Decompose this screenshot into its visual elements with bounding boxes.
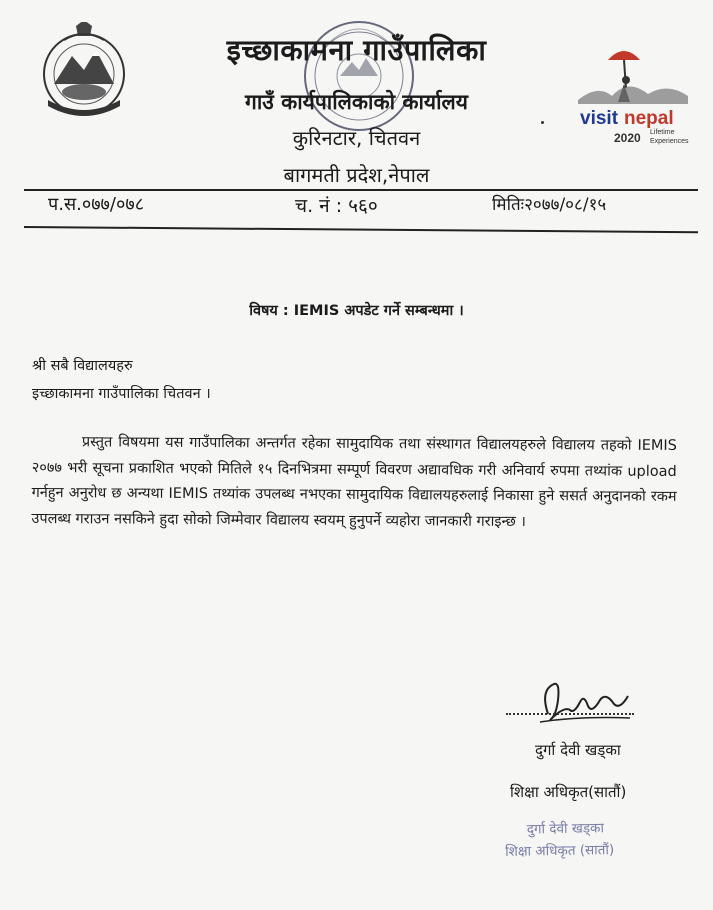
- svg-text:Experiences: Experiences: [650, 138, 689, 145]
- svg-text:nepal: nepal: [624, 108, 674, 129]
- address-line: कुरिनटार, चितवन: [292, 126, 421, 150]
- letter-date: मितिः२०७७/०८/१५: [492, 195, 607, 215]
- salutation: श्री सबै विद्यालयहरु: [32, 358, 133, 374]
- signature-line: [506, 713, 634, 715]
- header-divider-bottom: [24, 226, 698, 233]
- recipient: इच्छाकामना गाउँपालिका चितवन ।: [32, 386, 211, 402]
- dispatch-number: च. नं : ५६०: [295, 195, 378, 217]
- letter-body: प्रस्तुत विषयमा यस गाउँपालिका अन्तर्गत रहेका सामुदायिक तथा संस्थागत विद्यालयहरुले विद्यालय तहको IEMIS २०७७ भरी सूचना प्रकाशित भएको मितिले १५ दिनभित्रमा सम्पूर्ण विवरण अद्यावधिक गरी अनिवार्य रुपमा तथ्यांक upload गर्नहुन अनुरोध छ अन्यथा IEMIS तथ्यांक उपलब्ध नभएका सामुदायिक विद्यालयहरुलाई निकासा हुने ससर्त अनुदानको रकम उपलब्ध गराउन नसकिने हुदा सोको जिम्मेवार विद्यालय स्वयम् हुनुपर्ने व्यहोरा जानकारी गराइन्छ ।: [31, 434, 677, 530]
- handwritten-signature: [530, 670, 640, 730]
- svg-text:Lifetime: Lifetime: [650, 129, 675, 136]
- organization-name: इच्छाकामना गाउँपालिका: [226, 33, 487, 67]
- reference-number: प.स.०७७/०७८: [48, 194, 145, 215]
- stamp-name: दुर्गा देवी खड्का: [526, 820, 605, 838]
- province-line: बागमती प्रदेश,नेपाल: [283, 163, 430, 187]
- stray-dot: [541, 121, 544, 124]
- letter-subject: विषय : IEMIS अपडेट गर्ने सम्बन्धमा ।: [249, 303, 464, 319]
- signatory-name: दुर्गा देवी खड्का: [535, 741, 621, 759]
- stamp-title: शिक्षा अधिकृत (सातौं): [505, 842, 615, 860]
- svg-text:visit: visit: [580, 108, 619, 129]
- svg-text:2020: 2020: [614, 131, 641, 145]
- name-stamp: [505, 817, 615, 863]
- header-divider-top: [24, 189, 698, 191]
- signatory-title: शिक्षा अधिकृत(सातौं): [510, 783, 627, 801]
- office-name: गाउँ कार्यपालिकाको कार्यालय: [245, 90, 468, 114]
